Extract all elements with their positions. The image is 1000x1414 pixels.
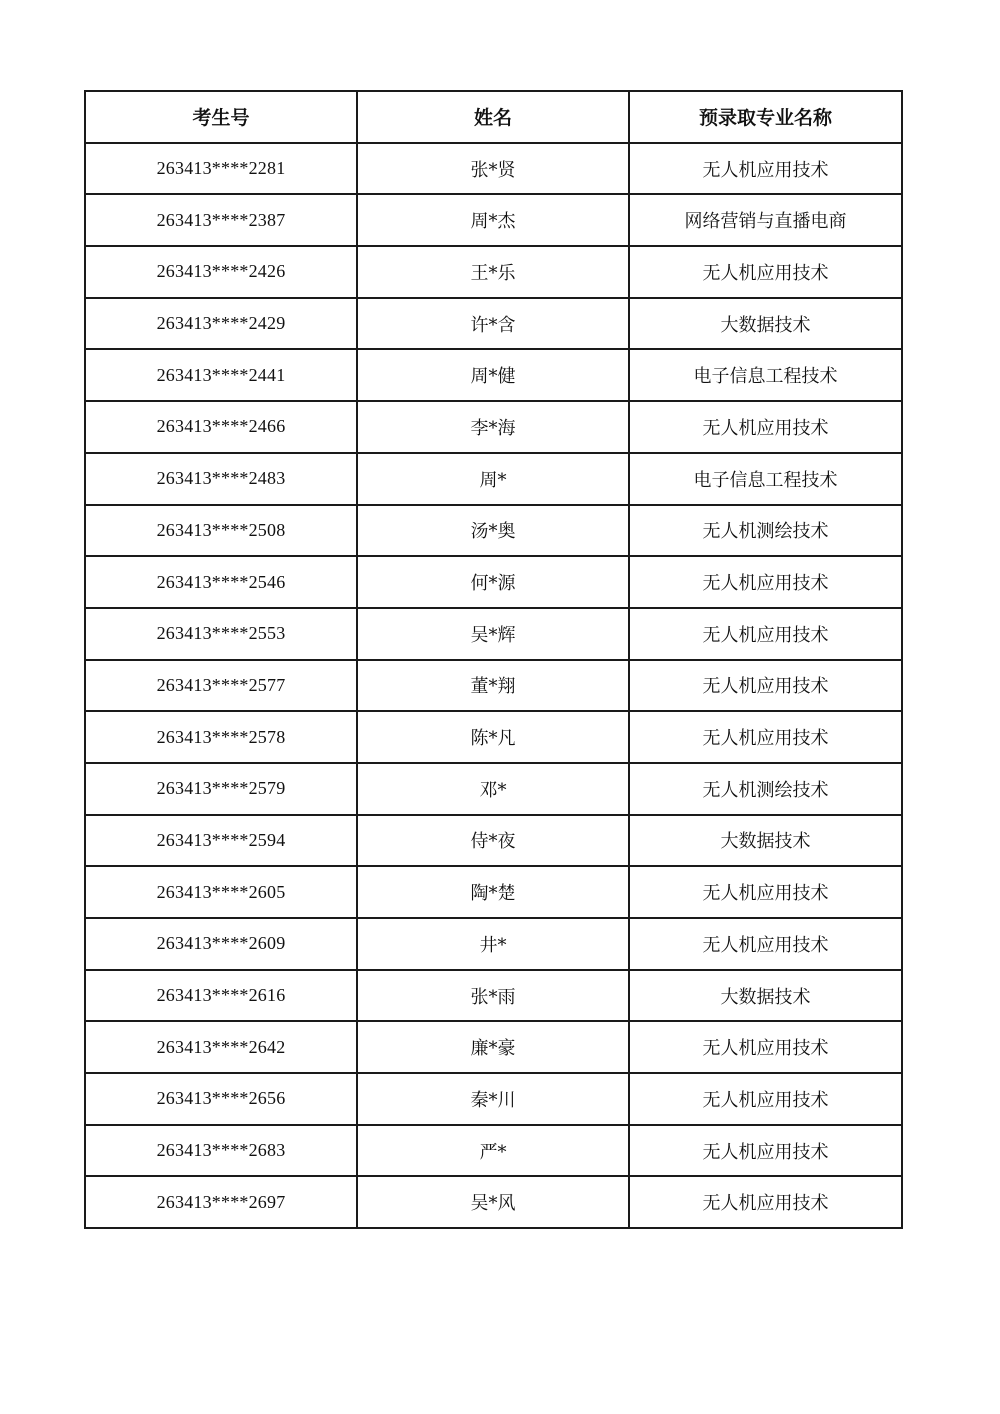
cell-exam-number: 263413****2483 (85, 453, 357, 505)
cell-major: 无人机测绘技术 (629, 763, 902, 815)
cell-exam-number: 263413****2508 (85, 505, 357, 557)
cell-name: 吴*辉 (357, 608, 629, 660)
cell-exam-number: 263413****2594 (85, 815, 357, 867)
table-row (85, 608, 902, 660)
table-header-row (85, 91, 902, 143)
cell-exam-number: 263413****2609 (85, 918, 357, 970)
table-row (85, 763, 902, 815)
header-major: 预录取专业名称 (629, 91, 902, 143)
table-row (85, 1125, 902, 1177)
table-row (85, 660, 902, 712)
cell-exam-number: 263413****2426 (85, 246, 357, 298)
cell-major: 无人机应用技术 (629, 608, 902, 660)
cell-major: 大数据技术 (629, 298, 902, 350)
cell-name: 周*健 (357, 349, 629, 401)
cell-name: 吴*风 (357, 1176, 629, 1228)
table-row (85, 918, 902, 970)
cell-name: 邓* (357, 763, 629, 815)
cell-major: 无人机应用技术 (629, 1073, 902, 1125)
cell-exam-number: 263413****2683 (85, 1125, 357, 1177)
cell-name: 张*贤 (357, 143, 629, 195)
cell-major: 电子信息工程技术 (629, 453, 902, 505)
cell-name: 汤*奥 (357, 505, 629, 557)
cell-name: 陶*楚 (357, 866, 629, 918)
cell-exam-number: 263413****2697 (85, 1176, 357, 1228)
cell-name: 廉*豪 (357, 1021, 629, 1073)
cell-exam-number: 263413****2281 (85, 143, 357, 195)
table-row (85, 505, 902, 557)
cell-exam-number: 263413****2387 (85, 194, 357, 246)
cell-name: 陈*凡 (357, 711, 629, 763)
table-body (85, 143, 902, 1228)
cell-name: 李*海 (357, 401, 629, 453)
cell-exam-number: 263413****2429 (85, 298, 357, 350)
admission-table (84, 90, 903, 1229)
cell-exam-number: 263413****2616 (85, 970, 357, 1022)
cell-major: 无人机应用技术 (629, 143, 902, 195)
cell-major: 无人机应用技术 (629, 918, 902, 970)
cell-major: 大数据技术 (629, 970, 902, 1022)
cell-name: 张*雨 (357, 970, 629, 1022)
cell-name: 周* (357, 453, 629, 505)
cell-name: 周*杰 (357, 194, 629, 246)
table-row (85, 1176, 902, 1228)
cell-major: 大数据技术 (629, 815, 902, 867)
cell-exam-number: 263413****2577 (85, 660, 357, 712)
cell-major: 电子信息工程技术 (629, 349, 902, 401)
table-row (85, 1021, 902, 1073)
table-row (85, 711, 902, 763)
admission-list-sheet (84, 90, 901, 1229)
table-row (85, 1073, 902, 1125)
table-row (85, 970, 902, 1022)
table-row (85, 401, 902, 453)
cell-major: 无人机应用技术 (629, 866, 902, 918)
cell-major: 无人机应用技术 (629, 1021, 902, 1073)
table-row (85, 349, 902, 401)
cell-major: 无人机测绘技术 (629, 505, 902, 557)
cell-exam-number: 263413****2578 (85, 711, 357, 763)
cell-exam-number: 263413****2441 (85, 349, 357, 401)
cell-name: 董*翔 (357, 660, 629, 712)
cell-name: 井* (357, 918, 629, 970)
cell-major: 无人机应用技术 (629, 711, 902, 763)
cell-name: 严* (357, 1125, 629, 1177)
cell-exam-number: 263413****2605 (85, 866, 357, 918)
cell-name: 许*含 (357, 298, 629, 350)
cell-major: 无人机应用技术 (629, 1176, 902, 1228)
table-row (85, 246, 902, 298)
cell-exam-number: 263413****2546 (85, 556, 357, 608)
cell-exam-number: 263413****2466 (85, 401, 357, 453)
header-name: 姓名 (357, 91, 629, 143)
table-row (85, 815, 902, 867)
cell-exam-number: 263413****2579 (85, 763, 357, 815)
cell-exam-number: 263413****2656 (85, 1073, 357, 1125)
cell-exam-number: 263413****2553 (85, 608, 357, 660)
cell-name: 王*乐 (357, 246, 629, 298)
cell-name: 秦*川 (357, 1073, 629, 1125)
cell-major: 无人机应用技术 (629, 1125, 902, 1177)
table-row (85, 556, 902, 608)
table-row (85, 143, 902, 195)
cell-major: 无人机应用技术 (629, 556, 902, 608)
cell-name: 侍*夜 (357, 815, 629, 867)
cell-major: 网络营销与直播电商 (629, 194, 902, 246)
cell-major: 无人机应用技术 (629, 246, 902, 298)
header-exam-number: 考生号 (85, 91, 357, 143)
cell-exam-number: 263413****2642 (85, 1021, 357, 1073)
cell-major: 无人机应用技术 (629, 401, 902, 453)
cell-major: 无人机应用技术 (629, 660, 902, 712)
table-row (85, 298, 902, 350)
table-row (85, 194, 902, 246)
table-row (85, 453, 902, 505)
cell-name: 何*源 (357, 556, 629, 608)
table-row (85, 866, 902, 918)
